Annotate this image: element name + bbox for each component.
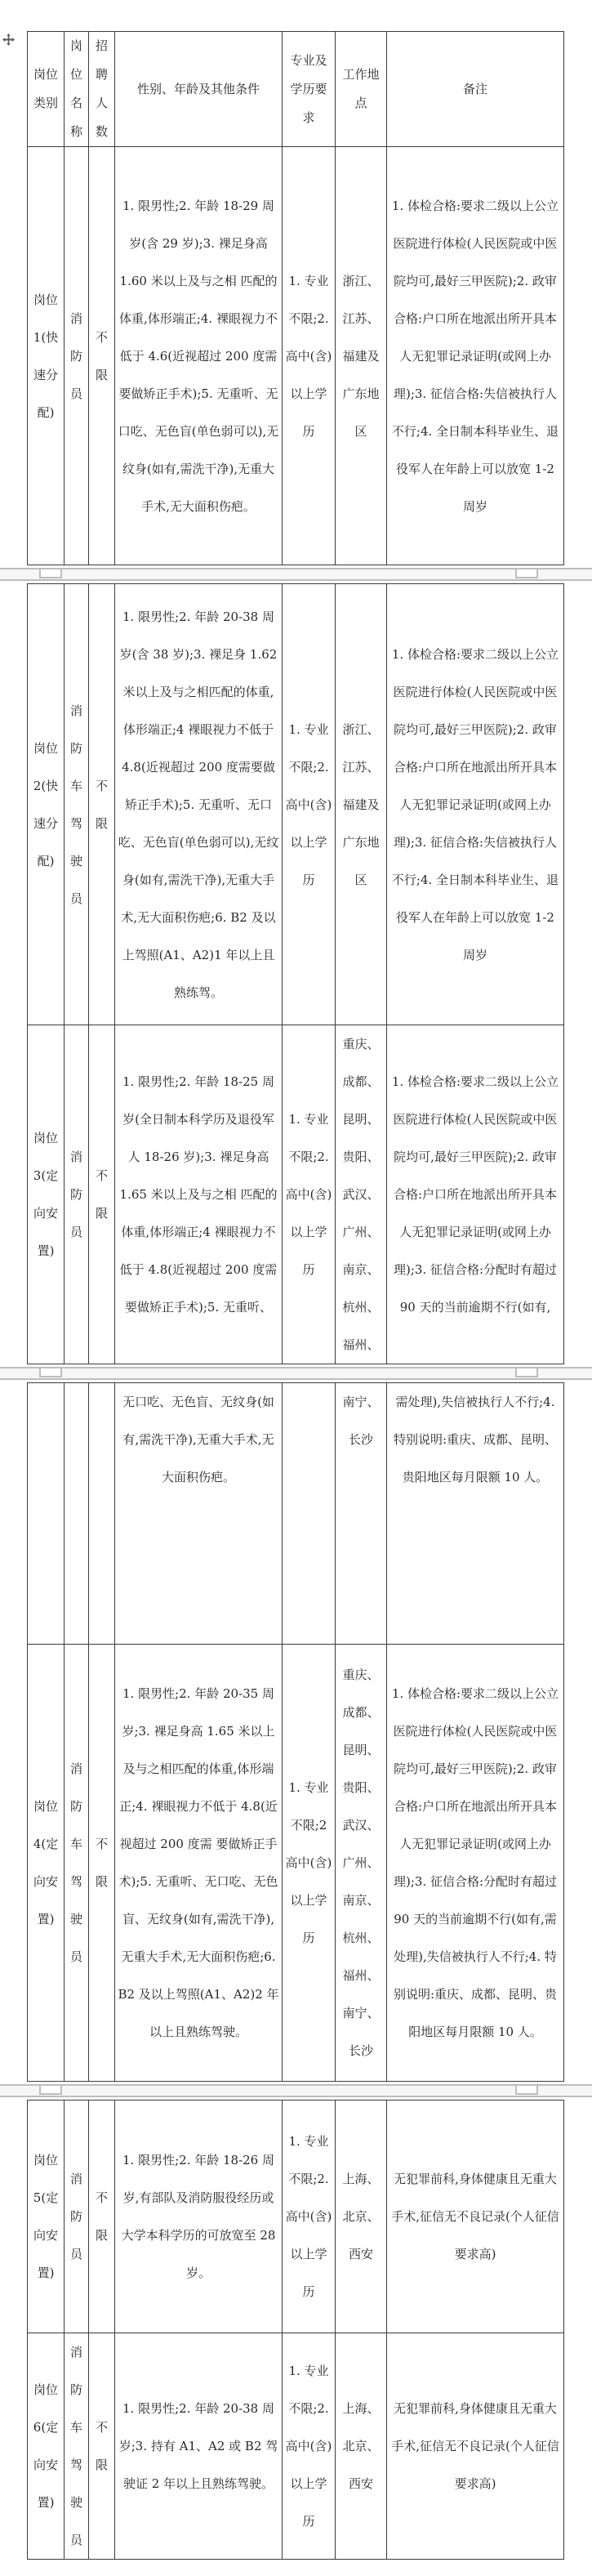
page-break-notch bbox=[39, 1367, 62, 1377]
table-row-post-2 bbox=[28, 584, 564, 1025]
document-page bbox=[0, 31, 592, 2560]
cell-post-name: 消防员 bbox=[65, 1025, 89, 1364]
cell-education: 1. 专业不限;2. 高中(含)以上学历 bbox=[283, 2101, 336, 2333]
col-header-remarks: 备注 bbox=[387, 32, 564, 147]
header-row bbox=[28, 32, 564, 147]
col-header-post-name: 岗位名称 bbox=[65, 32, 89, 147]
page-break-notch bbox=[515, 2084, 538, 2095]
cell-remarks: 无犯罪前科,身体健康且无重大手术,征信无不良记录(个人征信要求高) bbox=[387, 2101, 564, 2333]
cell-remarks: 1. 体检合格:要求二级以上公立医院进行体检(人民医院或中医院均可,最好三甲医院);2. 政审合格:户口所在地派出所开具本人无犯罪记录证明(或网上办理);3. 征信合格:分配时有超过 90 天的当前逾期不行(如有,需处理),失信被执行人不行;4. 特别说明:重庆、成都、昆明、贵阳地区每月限额 10 人。 bbox=[387, 1645, 564, 2082]
cell-remarks: 1. 体检合格:要求二级以上公立医院进行体检(人民医院或中医院均可,最好三甲医院);2. 政审合格:户口所在地派出所开具本人无犯罪记录证明(或网上办理);3. 征信合格:失信被执行人不行;4. 全日制本科毕业生、退役军人在年龄上可以放宽 1-2 周岁 bbox=[387, 147, 564, 565]
col-header-conditions: 性别、年龄及其他条件 bbox=[115, 32, 283, 147]
page-break-notch bbox=[515, 568, 538, 578]
cell-category: 岗位1(快速分配) bbox=[28, 147, 65, 565]
cell-post-name: 消防车驾驶员 bbox=[65, 1645, 89, 2082]
page-break-notch bbox=[39, 2084, 62, 2095]
col-header-education: 专业及学历要求 bbox=[283, 32, 336, 147]
cell-education: 1. 专业不限;2. 高中(含)以上学历 bbox=[283, 584, 336, 1025]
cell-location: 浙江、江苏、福建及广东地区 bbox=[336, 147, 387, 565]
cell-remarks: 1. 体检合格:要求二级以上公立医院进行体检(人民医院或中医院均可,最好三甲医院);2. 政审合格:户口所在地派出所开具本人无犯罪记录证明(或网上办理);3. 征信合格:分配时有超过 90 天的当前逾期不行(如有, bbox=[387, 1025, 564, 1364]
cell-conditions: 1. 限男性;2. 年龄 18-29 周岁(含 29 岁);3. 裸足身高 1.60 米以上及与之相 匹配的体重,体形端正;4. 裸眼视力不低于 4.6(近视超过 200 度需要做矫正手术);5. 无重听、无口吃、无色盲(单色弱可以),无纹身(如有,需洗干净),无重大手术,无大面积伤疤。 bbox=[115, 147, 283, 565]
table-row-post-3 bbox=[28, 1025, 564, 1364]
cell-education: 1. 专业不限;2. 高中(含)以上学历 bbox=[283, 2333, 336, 2560]
recruitment-table-segment-2 bbox=[27, 583, 564, 1364]
col-header-headcount: 招聘人数 bbox=[89, 32, 115, 147]
page-break-notch bbox=[515, 1367, 538, 1377]
cell-post-name: 消防员 bbox=[65, 2101, 89, 2333]
cell-conditions: 无口吃、无色盲、无纹身(如有,需洗干净),无重大手术,无大面积伤疤。 bbox=[115, 1383, 283, 1645]
cell-remarks: 需处理),失信被执行人不行;4. 特别说明:重庆、成都、昆明、贵阳地区每月限额 10 人。 bbox=[387, 1383, 564, 1645]
cell-category bbox=[28, 1383, 65, 1645]
cell-location: 浙江、江苏、福建及广东地区 bbox=[336, 584, 387, 1025]
cell-remarks: 1. 体检合格:要求二级以上公立医院进行体检(人民医院或中医院均可,最好三甲医院);2. 政审合格:户口所在地派出所开具本人无犯罪记录证明(或网上办理);3. 征信合格:失信被执行人不行;4. 全日制本科毕业生、退役军人在年龄上可以放宽 1-2 周岁 bbox=[387, 584, 564, 1025]
cell-category: 岗位5(定向安置) bbox=[28, 2101, 65, 2333]
cell-conditions: 1. 限男性;2. 年龄 18-26 周岁,有部队及消防服役经历或大学本科学历的可放宽至 28 岁。 bbox=[115, 2101, 283, 2333]
recruitment-table-segment-1 bbox=[27, 31, 564, 565]
cell-conditions: 1. 限男性;2. 年龄 18-25 周岁(全日制本科学历及退役军人 18-26 岁);3. 裸足身高 1.65 米以上及与之相 匹配的体重,体形端正;4 裸眼视力不低于 4.8(近视超过 200 度需要做矫正手术);5. 无重听、 bbox=[115, 1025, 283, 1364]
page-break-notch bbox=[39, 568, 62, 578]
cell-education: 1. 专业不限;2. 高中(含)以上学历 bbox=[283, 1025, 336, 1364]
cell-conditions: 1. 限男性;2. 年龄 20-38 周岁(含 38 岁);3. 裸足身 1.62 米以上及与之相匹配的体重,体形端正;4 裸眼视力不低于 4.8(近视超过 200 度需要做矫正手术);5. 无重听、无口吃、无色盲(单色弱可以),无纹身(如有,需洗干净),无重大手术,无大面积伤疤;6. B2 及以上驾照(A1、A2)1 年以上且熟练驾。 bbox=[115, 584, 283, 1025]
cell-conditions: 1. 限男性;2. 年龄 20-38 周岁;3. 持有 A1、A2 或 B2 驾驶证 2 年以上且熟练驾驶。 bbox=[115, 2333, 283, 2560]
cell-post-name: 消防员 bbox=[65, 147, 89, 565]
cell-headcount: 不限 bbox=[89, 584, 115, 1025]
cell-headcount: 不限 bbox=[89, 2101, 115, 2333]
cell-headcount bbox=[89, 1383, 115, 1645]
table-move-handle-icon[interactable] bbox=[2, 33, 15, 46]
cell-headcount: 不限 bbox=[89, 1645, 115, 2082]
cell-location: 重庆、成都、昆明、贵阳、武汉、广州、南京、杭州、福州、南宁、长沙 bbox=[336, 1645, 387, 2082]
col-header-category: 岗位类别 bbox=[28, 32, 65, 147]
cell-headcount: 不限 bbox=[89, 2333, 115, 2560]
cell-category: 岗位2(快速分配) bbox=[28, 584, 65, 1025]
cell-location: 上海、北京、西安 bbox=[336, 2101, 387, 2333]
cell-category: 岗位3(定向安置) bbox=[28, 1025, 65, 1364]
cell-post-name bbox=[65, 1383, 89, 1645]
table-row-post-1 bbox=[28, 147, 564, 565]
cell-education: 1. 专业不限;2 高中(含)以上学历 bbox=[283, 1645, 336, 2082]
cell-location: 上海、北京、西安 bbox=[336, 2333, 387, 2560]
cell-conditions: 1. 限男性;2. 年龄 20-35 周岁;3. 裸足身高 1.65 米以上及与之相匹配的体重,体形端正;4. 裸眼视力不低于 4.8(近视超过 200 度需 要做矫正手术);5. 无重听、无口吃、无色盲、无纹身(如有,需洗干净),无重大手术,无大面积伤疤;6. B2 及以上驾照(A1、A2)2 年以上且熟练驾驶。 bbox=[115, 1645, 283, 2082]
recruitment-table-segment-4 bbox=[27, 2100, 564, 2560]
table-row-post-4 bbox=[28, 1645, 564, 2082]
page-break bbox=[0, 2084, 592, 2097]
cell-category: 岗位6(定向安置) bbox=[28, 2333, 65, 2560]
page-break bbox=[0, 568, 592, 581]
cell-education bbox=[283, 1383, 336, 1645]
recruitment-table-segment-3 bbox=[27, 1382, 564, 2082]
cell-location: 重庆、成都、昆明、贵阳、武汉、广州、南京、杭州、福州、 bbox=[336, 1025, 387, 1364]
cell-post-name: 消防车驾驶员 bbox=[65, 2333, 89, 2560]
page-break bbox=[0, 1367, 592, 1380]
cell-headcount: 不限 bbox=[89, 1025, 115, 1364]
col-header-location: 工作地点 bbox=[336, 32, 387, 147]
cell-post-name: 消防车驾驶员 bbox=[65, 584, 89, 1025]
cell-remarks: 无犯罪前科,身体健康且无重大手术,征信无不良记录(个人征信要求高) bbox=[387, 2333, 564, 2560]
cell-headcount: 不限 bbox=[89, 147, 115, 565]
cell-category: 岗位4(定向安置) bbox=[28, 1645, 65, 2082]
cell-education: 1. 专业不限;2. 高中(含)以上学历 bbox=[283, 147, 336, 565]
table-row-post-5 bbox=[28, 2101, 564, 2333]
table-row-post-6 bbox=[28, 2333, 564, 2560]
table-row-post-3-continued bbox=[28, 1383, 564, 1645]
cell-location: 南宁、长沙 bbox=[336, 1383, 387, 1645]
